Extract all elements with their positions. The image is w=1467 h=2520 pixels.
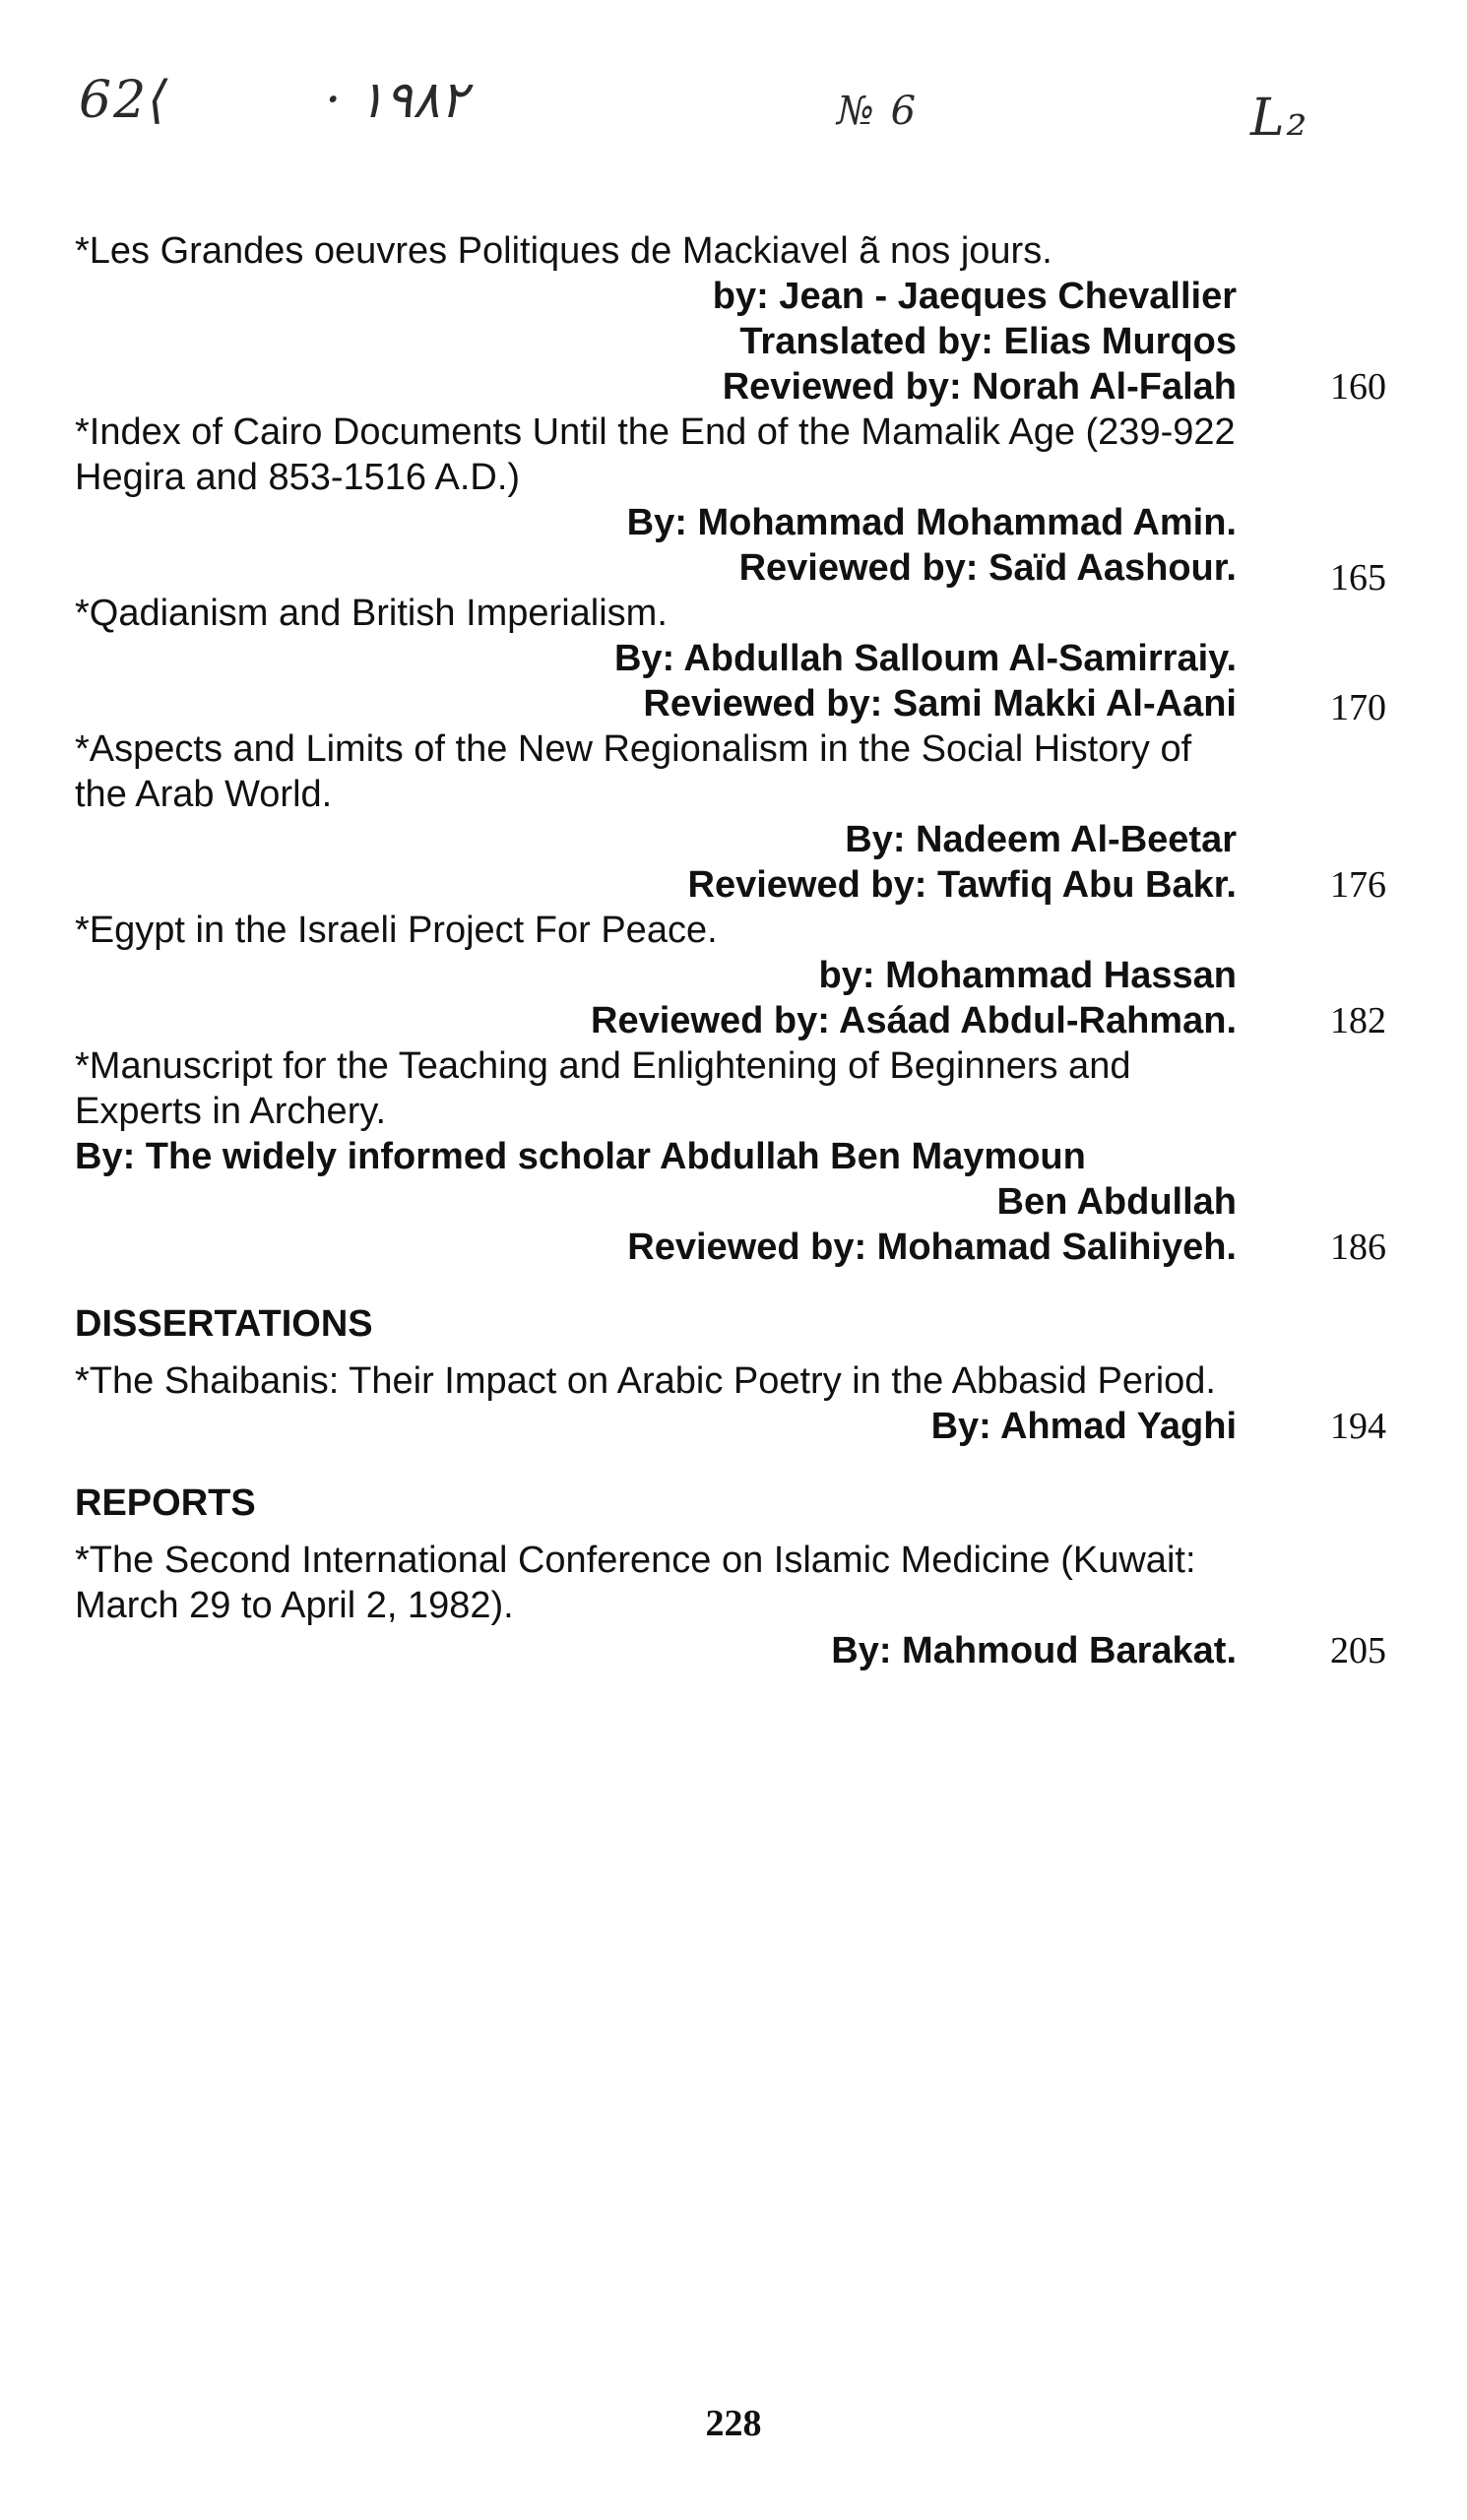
entry-reviewer: Reviewed by: Saïd Aashour. — [738, 547, 1237, 589]
contents-list — [75, 228, 1386, 1673]
page-number: 170 — [1330, 687, 1386, 728]
page-number: 186 — [1330, 1227, 1386, 1268]
handwritten-annotation-1: 62⟨ — [79, 71, 170, 130]
entry-author: By: The widely informed scholar Abdullah Ben Maymoun — [75, 1136, 1086, 1177]
handwritten-annotation-3: № 6 — [837, 89, 919, 134]
entry-title: *Les Grandes oeuvres Politiques de Mackiavel ã nos jours. — [75, 230, 1052, 272]
entry-title: *Egypt in the Israeli Project For Peace. — [75, 910, 718, 951]
section-heading-reports: REPORTS — [75, 1482, 256, 1524]
section-heading-dissertations: DISSERTATIONS — [75, 1303, 373, 1345]
entry-translator: Translated by: Elias Murqos — [739, 321, 1237, 362]
entry-reviewer: Reviewed by: Tawfiq Abu Bakr. — [687, 864, 1237, 906]
page-number: 194 — [1330, 1406, 1386, 1447]
list-item — [75, 1538, 1386, 1673]
entry-title: *Qadianism and British Imperialism. — [75, 593, 668, 634]
handwritten-annotation-2: · ١٩٨٢ — [325, 71, 468, 130]
entry-title: *Aspects and Limits of the New Regionalism in the Social History of the Arab World. — [75, 728, 1192, 815]
entry-reviewer: Reviewed by: Asáad Abdul-Rahman. — [591, 1000, 1237, 1041]
entry-author: By: Mahmoud Barakat. — [831, 1630, 1237, 1671]
entry-title: *The Second International Conference on Islamic Medicine (Kuwait: March 29 to April 2, 1982). — [75, 1540, 1196, 1626]
page-number: 165 — [1330, 557, 1386, 598]
list-item — [75, 591, 1386, 728]
handwritten-annotation-4: L₂ — [1250, 89, 1309, 148]
entry-author: By: Nadeem Al-Beetar — [845, 819, 1237, 860]
entry-reviewer: Reviewed by: Sami Makki Al-Aani — [643, 683, 1237, 724]
list-item — [75, 726, 1386, 908]
list-item — [75, 1043, 1386, 1270]
list-item — [75, 1358, 1386, 1449]
page-number: 176 — [1330, 864, 1386, 906]
entry-title: *Manuscript for the Teaching and Enlightening of Beginners and Experts in Archery. — [75, 1045, 1131, 1132]
entry-title: *The Shaibanis: Their Impact on Arabic Poetry in the Abbasid Period. — [75, 1360, 1216, 1402]
entry-reviewer: Reviewed by: Norah Al-Falah — [722, 366, 1237, 408]
entry-reviewer: Reviewed by: Mohamad Salihiyeh. — [627, 1227, 1237, 1268]
list-item — [75, 228, 1386, 410]
entry-author-cont: Ben Abdullah — [996, 1181, 1237, 1223]
entry-author: by: Mohammad Hassan — [818, 955, 1237, 996]
entry-title: *Index of Cairo Documents Until the End of the Mamalik Age (239-922 Hegira and 853-1516 A.D.) — [75, 411, 1236, 498]
list-item — [75, 908, 1386, 1043]
entry-author: By: Abdullah Salloum Al-Samirraiy. — [613, 638, 1237, 679]
page-number: 205 — [1330, 1630, 1386, 1671]
entry-author: By: Ahmad Yaghi — [930, 1406, 1237, 1447]
entry-author: by: Jean - Jaeques Chevallier — [712, 276, 1237, 317]
page-number: 182 — [1330, 1000, 1386, 1041]
folio-page-number: 228 — [705, 2403, 762, 2444]
list-item — [75, 410, 1386, 598]
entry-author: By: Mohammad Mohammad Amin. — [626, 502, 1237, 543]
page-number: 160 — [1330, 366, 1386, 408]
